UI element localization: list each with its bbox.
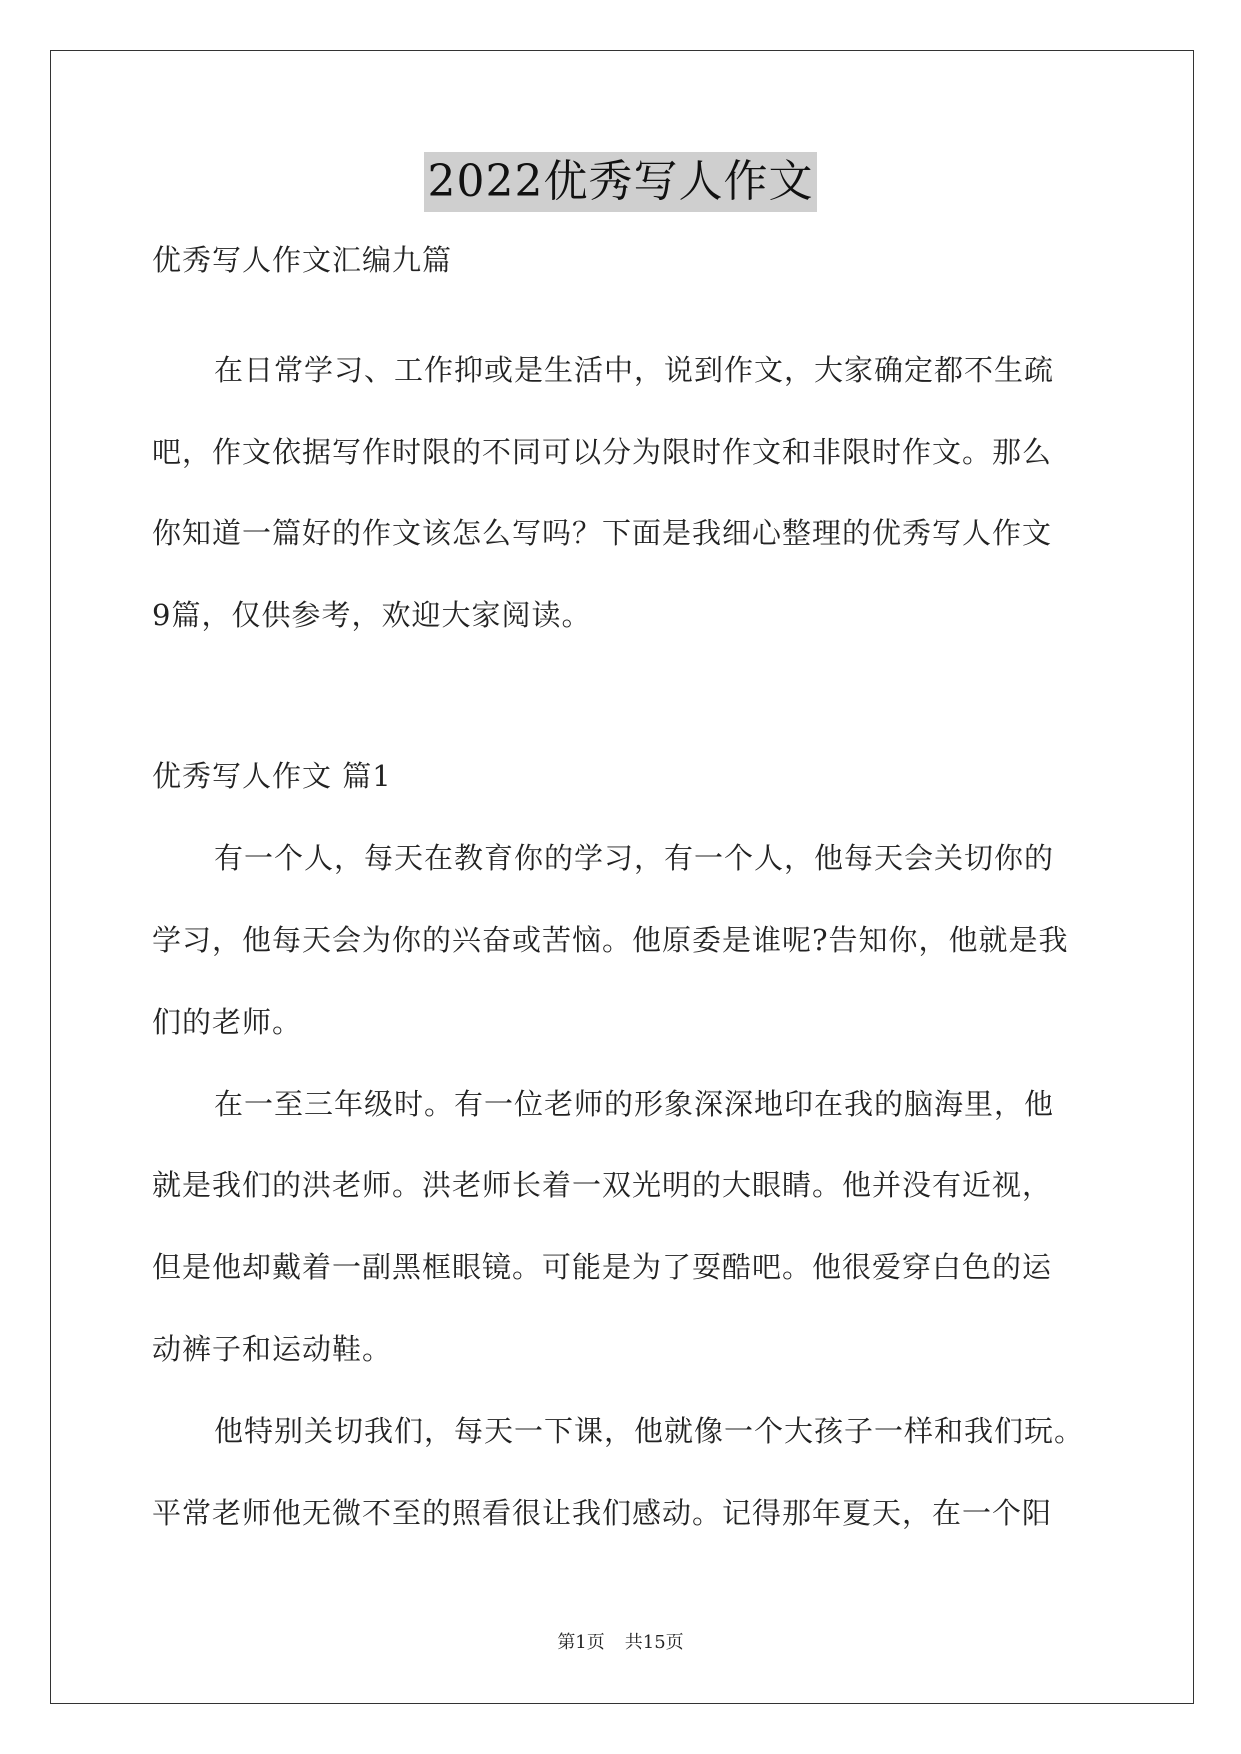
section-heading: 优秀写人作文 篇1: [152, 759, 392, 793]
paragraph-line: 9篇，仅供参考，欢迎大家阅读。: [152, 598, 592, 632]
paragraph-line: 在一至三年级时。有一位老师的形象深深地印在我的脑海里，他: [214, 1087, 1055, 1121]
title-container: [0, 152, 1241, 212]
page-number-current: 第1页: [557, 1632, 605, 1653]
page-number-total: 共15页: [624, 1632, 684, 1653]
paragraph-line: 平常老师他无微不至的照看很让我们感动。记得那年夏天，在一个阳: [152, 1496, 1053, 1530]
paragraph-line: 动裤子和运动鞋。: [152, 1332, 393, 1366]
paragraph-line: 在日常学习、工作抑或是生活中，说到作文，大家确定都不生疏: [214, 353, 1055, 387]
subtitle-line: 优秀写人作文汇编九篇: [152, 243, 453, 277]
document-title: 2022优秀写人作文: [424, 152, 818, 212]
paragraph-line: 吧，作文依据写作时限的不同可以分为限时作文和非限时作文。那么: [152, 435, 1053, 469]
paragraph-line: 你知道一篇好的作文该怎么写吗？下面是我细心整理的优秀写人作文: [152, 516, 1053, 550]
paragraph-line: 但是他却戴着一副黑框眼镜。可能是为了耍酷吧。他很爱穿白色的运: [152, 1250, 1053, 1284]
paragraph-line: 学习，他每天会为你的兴奋或苦恼。他原委是谁呢?告知你，他就是我: [152, 923, 1069, 957]
page-footer: [0, 1631, 1241, 1655]
paragraph-line: 就是我们的洪老师。洪老师长着一双光明的大眼睛。他并没有近视，: [152, 1168, 1053, 1202]
paragraph-line: 们的老师。: [152, 1005, 303, 1039]
paragraph-line: 他特别关切我们，每天一下课，他就像一个大孩子一样和我们玩。: [214, 1414, 1085, 1448]
paragraph-line: 有一个人，每天在教育你的学习，有一个人，他每天会关切你的: [214, 841, 1055, 875]
